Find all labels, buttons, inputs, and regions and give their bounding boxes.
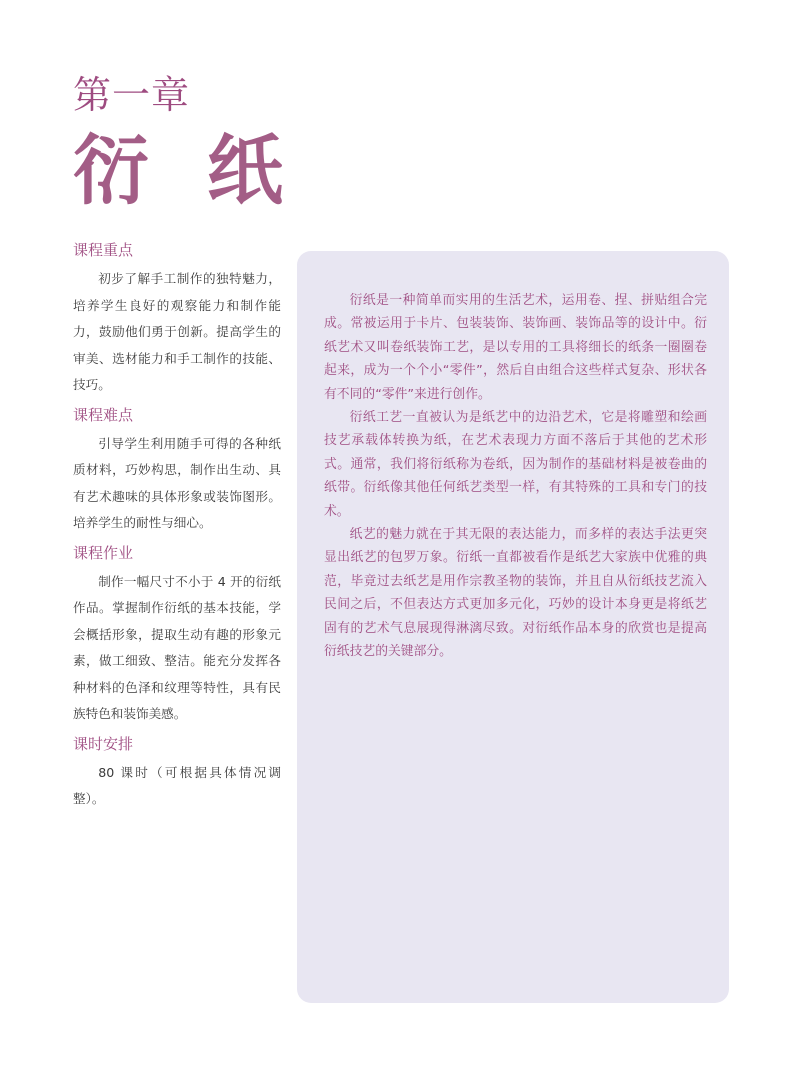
section-body: 引导学生利用随手可得的各种纸质材料，巧妙构思，制作出生动、具有艺术趣味的具体形象或装饰图形。培养学生的耐性与细心。 <box>73 435 281 530</box>
section-heading: 课程难点 <box>73 405 134 424</box>
intro-panel <box>297 251 729 1003</box>
section-heading: 课程重点 <box>73 241 134 259</box>
course-info-column <box>73 238 281 817</box>
chapter-label: 第一章 <box>73 73 191 117</box>
section-key-points <box>73 238 281 399</box>
section-body: 初步了解手工制作的独特魅力，培养学生良好的观察能力和制作能力，鼓励他们勇于创新。提高学生的审美、选材能力和手工制作的技能、技巧。 <box>73 271 281 392</box>
section-heading: 课时安排 <box>73 734 134 753</box>
intro-paragraph: 纸艺的魅力就在于其无限的表达能力，而多样的表达手法更突显出纸艺的包罗万象。衍纸一直都被看作是纸艺大家族中优雅的典范，毕竟过去纸艺是用作宗教圣物的装饰，并且自从衍纸技艺流入民间之后，不但表达方式更加多元化，巧妙的设计本身更是将纸艺固有的艺术气息展现得淋漓尽致。对衍纸作品本身的欣赏也是提高衍纸技艺的关键部分。 <box>324 527 707 660</box>
section-body: 制作一幅尺寸不小于 4 开的衍纸作品。掌握制作衍纸的基本技能，学会概括形象，提取生动有趣的形象元素，做工细致、整洁。能充分发挥各种材料的色泽和纹理等特性，具有民族特色和装饰美感。 <box>73 573 281 721</box>
section-difficulties <box>73 403 281 537</box>
chapter-title: 衍纸 <box>73 126 341 215</box>
intro-paragraph: 衍纸工艺一直被认为是纸艺中的边沿艺术，它是将雕塑和绘画技艺承载体转换为纸，在艺术表现力方面不落后于其他的艺术形式。通常，我们将衍纸称为卷纸，因为制作的基础材料是被卷曲的纸带。衍纸像其他任何纸艺类型一样，有其特殊的工具和专门的技术。 <box>324 410 707 519</box>
section-body: 80 课时（可根据具体情况调整）。 <box>73 764 281 806</box>
section-heading: 课程作业 <box>73 543 134 562</box>
section-assignment <box>73 541 281 728</box>
section-schedule <box>73 732 281 813</box>
intro-text <box>324 289 707 664</box>
intro-paragraph: 衍纸是一种简单而实用的生活艺术，运用卷、捏、拼贴组合完成。常被运用于卡片、包装装饰、装饰画、装饰品等的设计中。衍纸艺术又叫卷纸装饰工艺，是以专用的工具将细长的纸条一圈圈卷起来，成为一个个小“零件”，然后自由组合这些样式复杂、形状各有不同的“零件”来进行创作。 <box>324 293 707 402</box>
